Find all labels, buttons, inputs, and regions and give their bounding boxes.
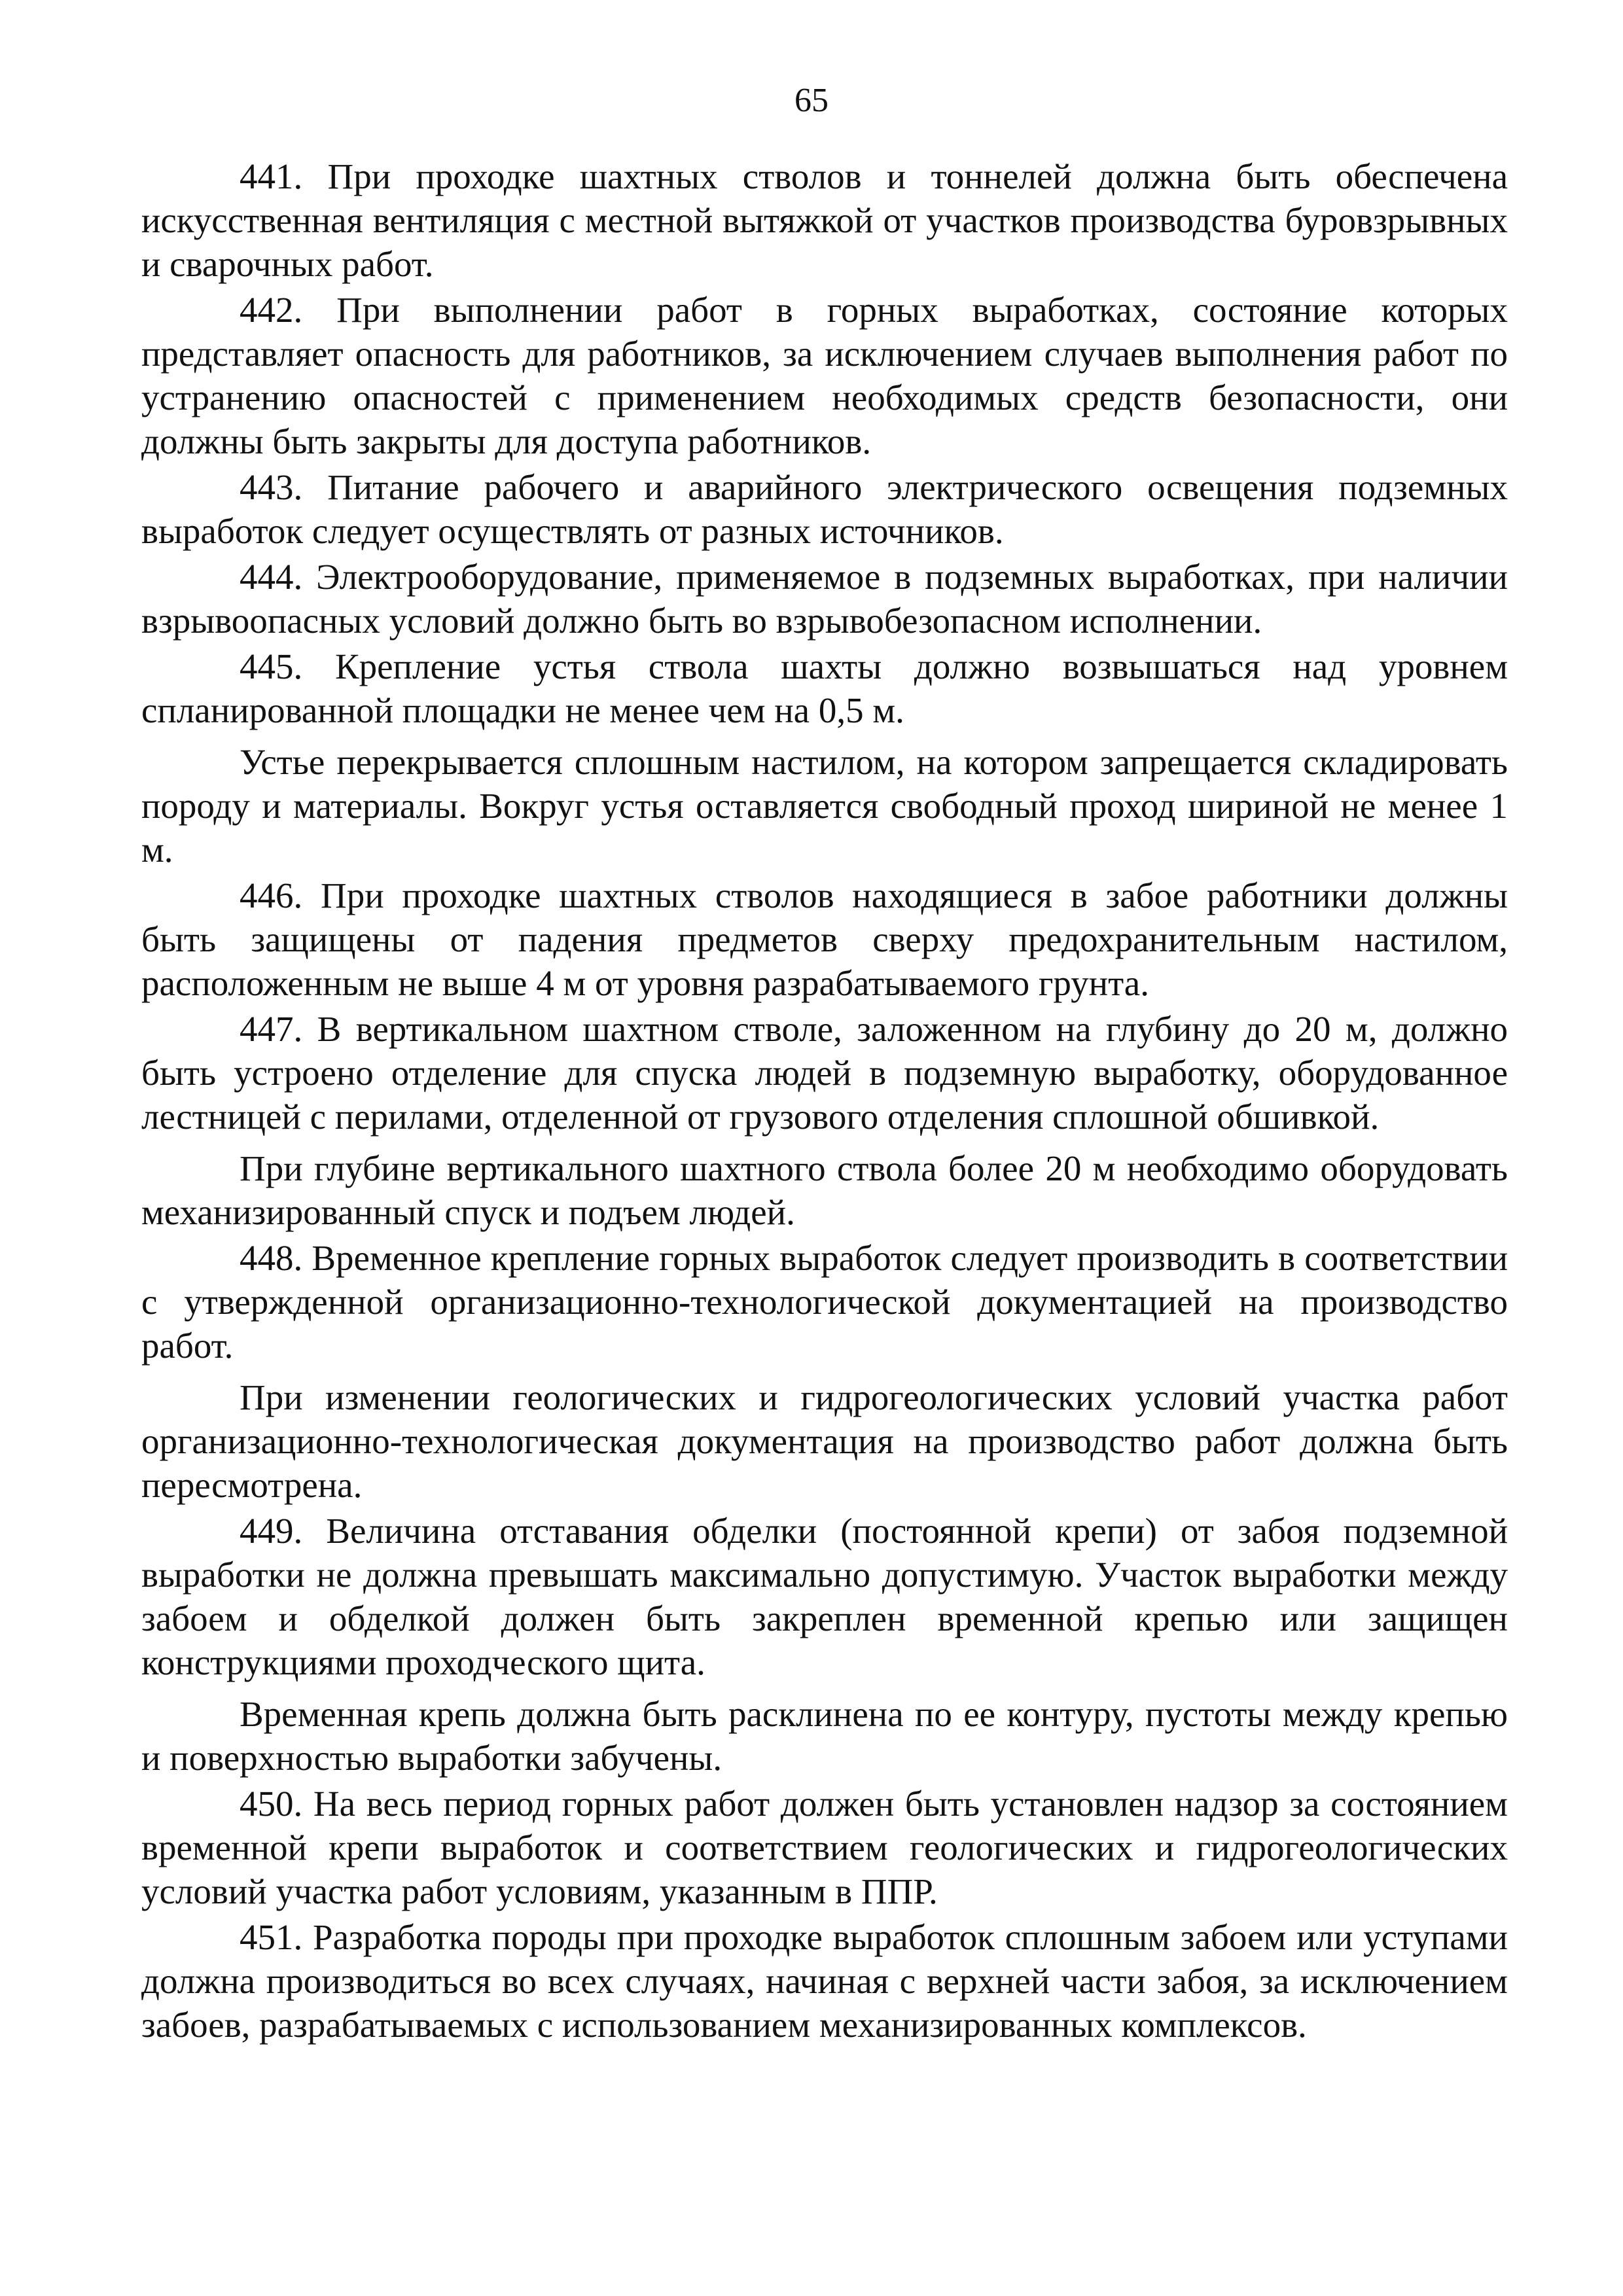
page-number: 65 <box>794 82 829 119</box>
paragraph-447-continuation: При глубине вертикального шахтного ствола более 20 м необходимо оборудовать механизированный спуск и подъем людей. <box>141 1148 1508 1232</box>
paragraph-449-continuation: Временная крепь должна быть расклинена по ее контуру, пустоты между крепью и поверхностью выработки забучены. <box>141 1694 1508 1778</box>
paragraph-450: 450. На весь период горных работ должен быть установлен надзор за состоянием временной крепи выработок и соответствием геологических и гидрогеологических условий участка работ условиям, указанным в ППР. <box>141 1784 1508 1911</box>
paragraph-449: 449. Величина отставания обделки (постоянной крепи) от забоя подземной выработки не должна превышать максимально допустимую. Участок выработки между забоем и обделкой должен быть закреплен временной крепью или защищен конструкциями проходческого щита. <box>141 1511 1508 1682</box>
paragraph-446: 446. При проходке шахтных стволов находящиеся в забое работники должны быть защищены от падения предметов сверху предохранительным настилом, расположенным не выше 4 м от уровня разрабатываемого грунта. <box>141 875 1508 1003</box>
paragraph-441: 441. При проходке шахтных стволов и тоннелей должна быть обеспечена искусственная вентиляция с местной вытяжкой от участков производства буровзрывных и сварочных работ. <box>141 156 1508 284</box>
paragraph-447: 447. В вертикальном шахтном стволе, заложенном на глубину до 20 м, должно быть устроено отделение для спуска людей в подземную выработку, оборудованное лестницей с перилами, отделенной от грузового отделения сплошной обшивкой. <box>141 1009 1508 1137</box>
paragraph-448-continuation: При изменении геологических и гидрогеологических условий участка работ организационно-технологическая документация на производство работ должна быть пересмотрена. <box>141 1377 1508 1505</box>
paragraph-448: 448. Временное крепление горных выработок следует производить в соответствии с утвержденной организационно-технологической документацией на производство работ. <box>141 1238 1508 1366</box>
document-body <box>141 154 1508 2049</box>
paragraph-444: 444. Электрооборудование, применяемое в подземных выработках, при наличии взрывоопасных условий должно быть во взрывобезопасном исполнении. <box>141 557 1508 641</box>
paragraph-445: 445. Крепление устья ствола шахты должно возвышаться над уровнем спланированной площадки не менее чем на 0,5 м. <box>141 646 1508 730</box>
paragraph-443: 443. Питание рабочего и аварийного электрического освещения подземных выработок следует осуществлять от разных источников. <box>141 467 1508 551</box>
paragraph-442: 442. При выполнении работ в горных выработках, состояние которых представляет опасность для работников, за исключением случаев выполнения работ по устранению опасностей с применением необходимых средств безопасности, они должны быть закрыты для доступа работников. <box>141 290 1508 461</box>
paragraph-451: 451. Разработка породы при проходке выработок сплошным забоем или уступами должна производиться во всех случаях, начиная с верхней части забоя, за исключением забоев, разрабатываемых с использованием механизированных комплексов. <box>141 1917 1508 2045</box>
paragraph-445-continuation: Устье перекрывается сплошным настилом, на котором запрещается складировать породу и материалы. Вокруг устья оставляется свободный проход шириной не менее 1 м. <box>141 742 1508 870</box>
